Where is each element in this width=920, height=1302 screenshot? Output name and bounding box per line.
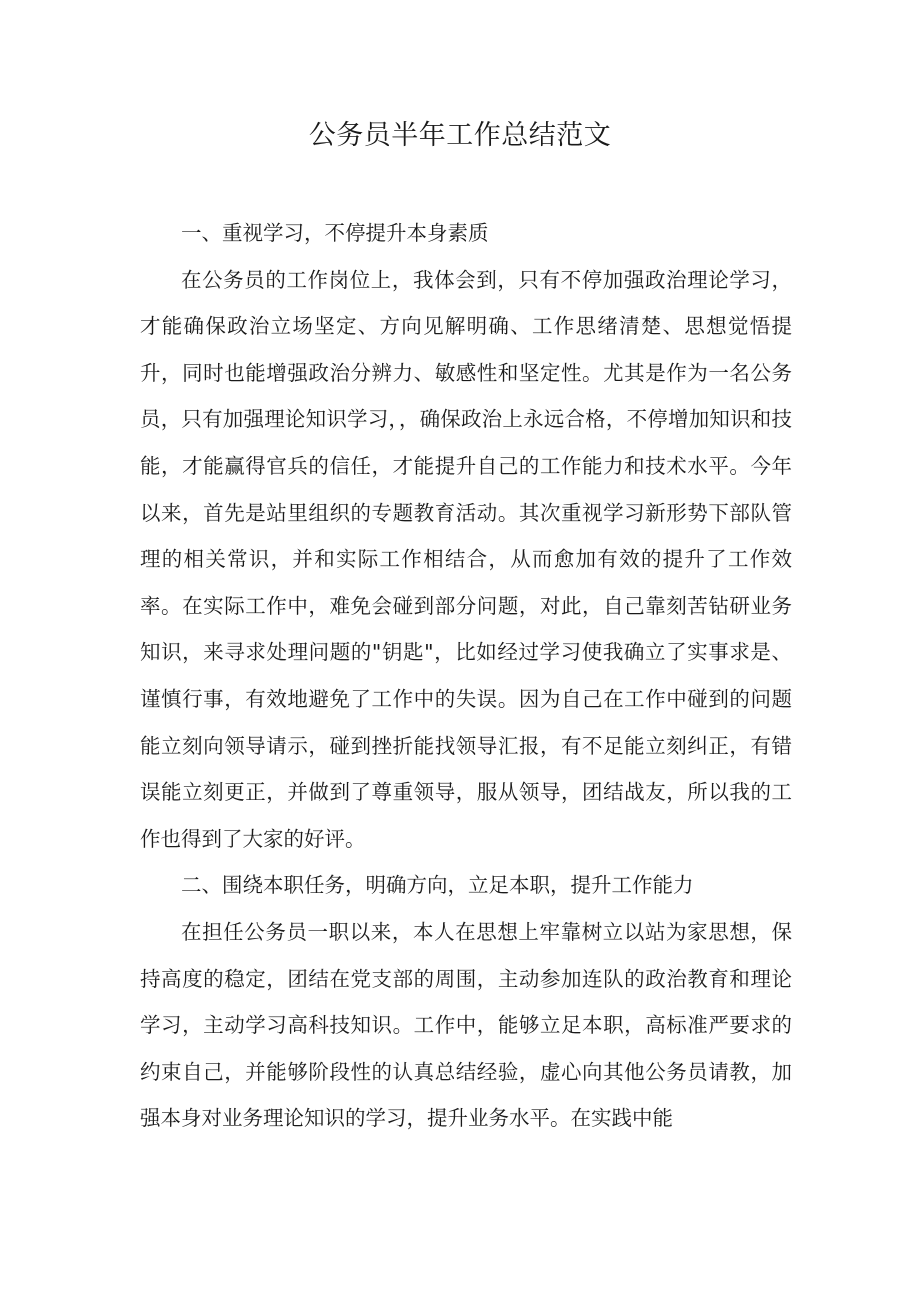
- section-paragraph-2: 在担任公务员一职以来，本人在思想上牢靠树立以站为家思想，保持高度的稳定，团结在党支部的周围，主动参加连队的政治教育和理论学习，主动学习高科技知识。工作中，能够立足本职，高标准严要求的约束自己，并能够阶段性的认真总结经验，虚心向其他公务员请教，加强本身对业务理论知识的学习，提升业务水平。在实践中能: [140, 919, 792, 1131]
- document-body: [140, 210, 792, 1142]
- section-heading-1: 一、重视学习，不停提升本身素质: [181, 221, 489, 245]
- section-heading-2: 二、围绕本职任务，明确方向，立足本职，提升工作能力: [181, 873, 694, 898]
- document-title: 公务员半年工作总结范文: [308, 120, 612, 151]
- section-paragraph-1: 在公务员的工作岗位上，我体会到，只有不停加强政治理论学习，才能确保政治立场坚定、方向见解明确、工作思绪清楚、思想觉悟提升，同时也能增强政治分辨力、敏感性和坚定性。尤其是作为一名公务员，只有加强理论知识学习，，确保政治上永远合格，不停增加知识和技能，才能赢得官兵的信任，才能提升自己的工作能力和技术水平。今年以来，首先是站里组织的专题教育活动。其次重视学习新形势下部队管理的相关常识，并和实际工作相结合，从而愈加有效的提升了工作效率。在实际工作中，难免会碰到部分问题，对此，自己靠刻苦钻研业务知识，来寻求处理问题的"钥匙"，比如经过学习使我确立了实事求是、谨慎行事，有效地避免了工作中的失误。因为自己在工作中碰到的问题能立刻向领导请示，碰到挫折能找领导汇报，有不足能立刻纠正，有错误能立刻更正，并做到了尊重领导，服从领导，团结战友，所以我的工作也得到了大家的好评。: [140, 267, 792, 851]
